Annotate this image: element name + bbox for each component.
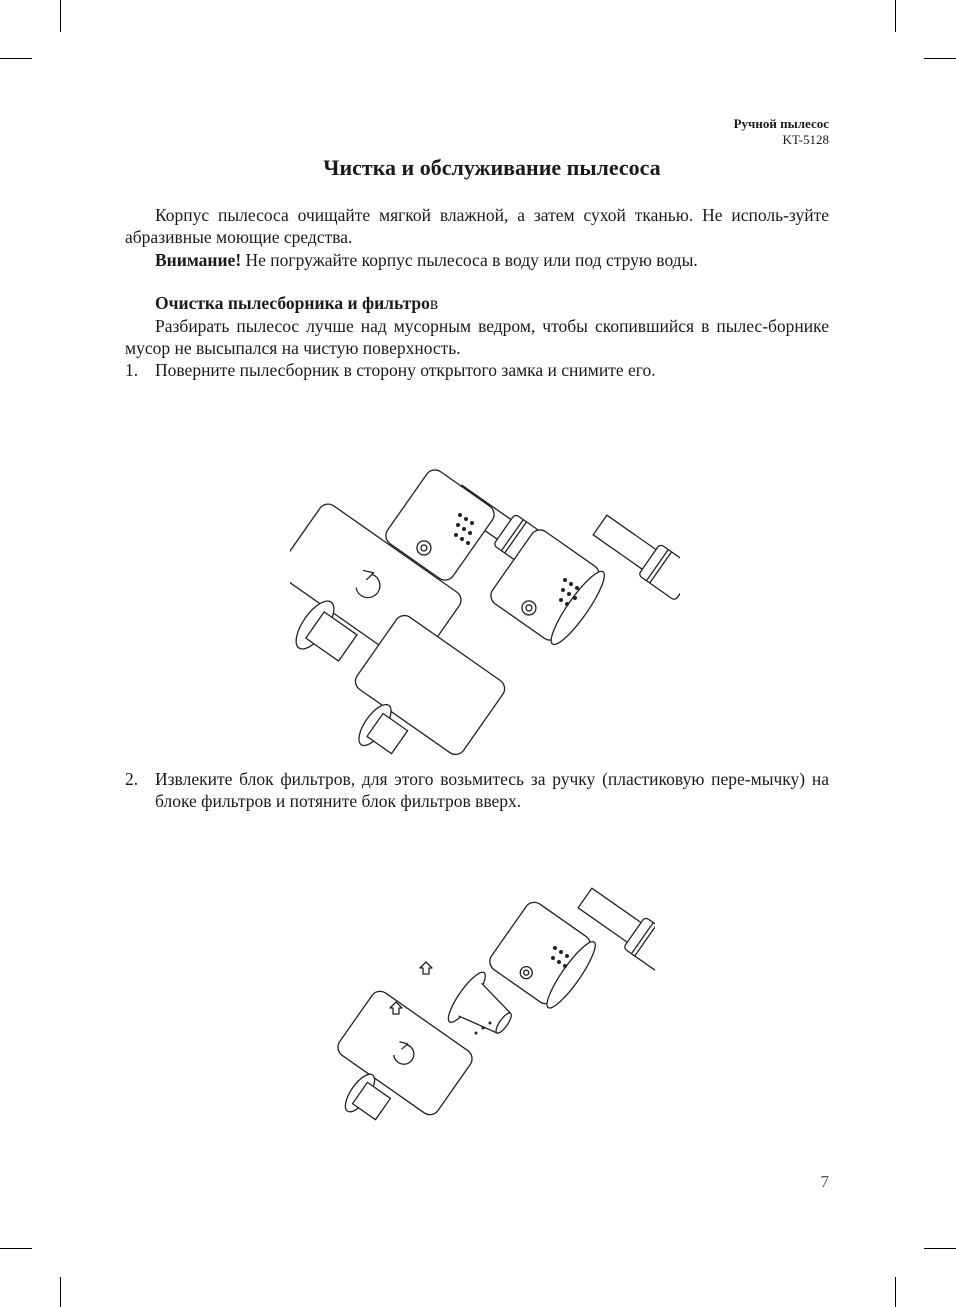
section-heading: [125, 292, 829, 314]
header-product: Ручной пылесос: [733, 116, 829, 131]
step-2: [125, 768, 829, 812]
warning-text: Не погружайте корпус пылесоса в воду или под струю воды.: [241, 250, 698, 270]
warning-label: Внимание!: [155, 250, 242, 270]
step-text: Извлеките блок фильтров, для этого возьмитесь за ручку (пластиковую пере-мычку) на блоке фильтров и потяните блок фильтров вверх.: [155, 769, 829, 811]
step-number: 2.: [125, 769, 139, 789]
figure-disassembly-1: [290, 385, 680, 760]
figure-disassembly-2: [315, 838, 655, 1128]
crop-mark: [0, 58, 32, 59]
crop-mark: [60, 1277, 61, 1307]
section-paragraph: [125, 315, 829, 359]
page-title: Чистка и обслуживание пылесоса: [323, 155, 661, 180]
header-model: KT-5128: [782, 132, 829, 147]
step-number: 1.: [125, 360, 139, 380]
running-header: [734, 116, 829, 148]
crop-mark: [60, 0, 61, 32]
section-heading-bold: Очистка пылесборника и фильтро: [155, 293, 430, 313]
warning-paragraph: [125, 249, 829, 271]
crop-mark: [895, 0, 896, 32]
crop-mark: [924, 58, 956, 59]
step-text: Поверните пылесборник в сторону открытого замка и снимите его.: [155, 360, 656, 380]
section-heading-tail: в: [429, 293, 439, 313]
intro-paragraph: [125, 204, 829, 248]
section-text: Разбирать пылесос лучше над мусорным ведром, чтобы скопившийся в пылес-борнике мусор не высыпался на чистую поверхность.: [125, 316, 829, 358]
intro-text: Корпус пылесоса очищайте мягкой влажной, а затем сухой тканью. Не исполь-зуйте абразивные моющие средства.: [125, 205, 829, 247]
crop-mark: [895, 1277, 896, 1307]
crop-mark: [924, 1248, 956, 1249]
crop-mark: [0, 1248, 32, 1249]
step-1: [125, 359, 829, 381]
page-number: 7: [820, 1172, 829, 1191]
